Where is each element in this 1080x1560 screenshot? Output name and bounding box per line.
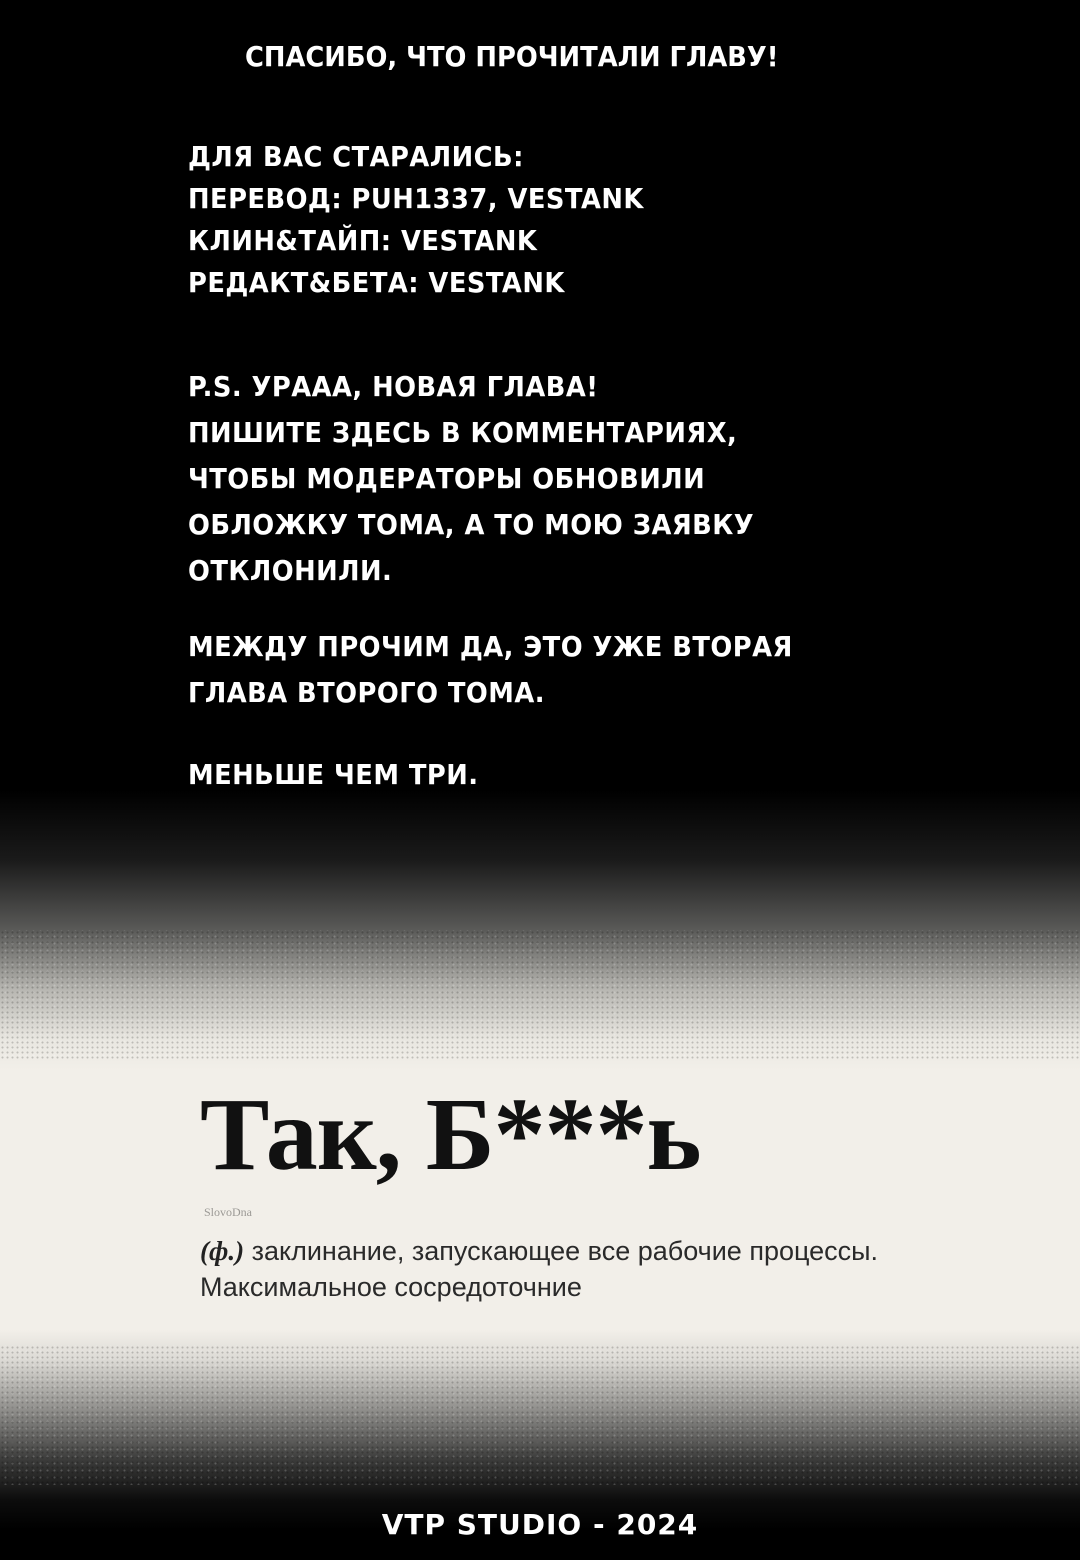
part-of-speech: (ф.) xyxy=(200,1236,245,1266)
last-line: МЕНЬШЕ ЧЕМ ТРИ. xyxy=(188,758,479,791)
dictionary-definition xyxy=(200,1233,920,1305)
dictionary-source: SlovoDna xyxy=(204,1205,252,1219)
definition-text: заклинание, запускающее все рабочие процессы. Максимальное сосредоточние xyxy=(200,1236,879,1302)
credit-editing: РЕДАКТ&БЕТА: VESTANK xyxy=(188,266,565,299)
ps-line: ОТКЛОНИЛИ. xyxy=(188,554,393,587)
postscript xyxy=(188,370,888,587)
team-heading: ДЛЯ ВАС СТАРАЛИСЬ: xyxy=(188,140,524,173)
grain-band-bottom xyxy=(0,1345,1080,1485)
note-line: МЕЖДУ ПРОЧИМ ДА, ЭТО УЖЕ ВТОРАЯ xyxy=(188,630,793,663)
ps-line: ОБЛОЖКУ ТОМА, А ТО МОЮ ЗАЯВКУ xyxy=(188,508,755,541)
ps-line: ПИШИТЕ ЗДЕСЬ В КОММЕНТАРИЯХ, xyxy=(188,416,738,449)
studio-footer: VTP STUDIO - 2024 xyxy=(381,1508,699,1541)
note-line: ГЛАВА ВТОРОГО ТОМА. xyxy=(188,676,546,709)
credit-translation: ПЕРЕВОД: PUH1337, VESTANK xyxy=(188,182,644,215)
credit-cleaning: КЛИН&ТАЙП: VESTANK xyxy=(188,224,538,257)
thanks-heading: СПАСИБО, ЧТО ПРОЧИТАЛИ ГЛАВУ! xyxy=(245,40,779,73)
grain-band-top xyxy=(0,930,1080,1060)
team-credits xyxy=(188,140,888,310)
ps-line: P.S. УРААА, НОВАЯ ГЛАВА! xyxy=(188,370,599,403)
ps-line: ЧТОБЫ МОДЕРАТОРЫ ОБНОВИЛИ xyxy=(188,462,706,495)
dictionary-word: Так, Б***ь xyxy=(200,1077,701,1192)
postscript-note xyxy=(188,630,908,720)
postscript-last xyxy=(188,758,688,798)
